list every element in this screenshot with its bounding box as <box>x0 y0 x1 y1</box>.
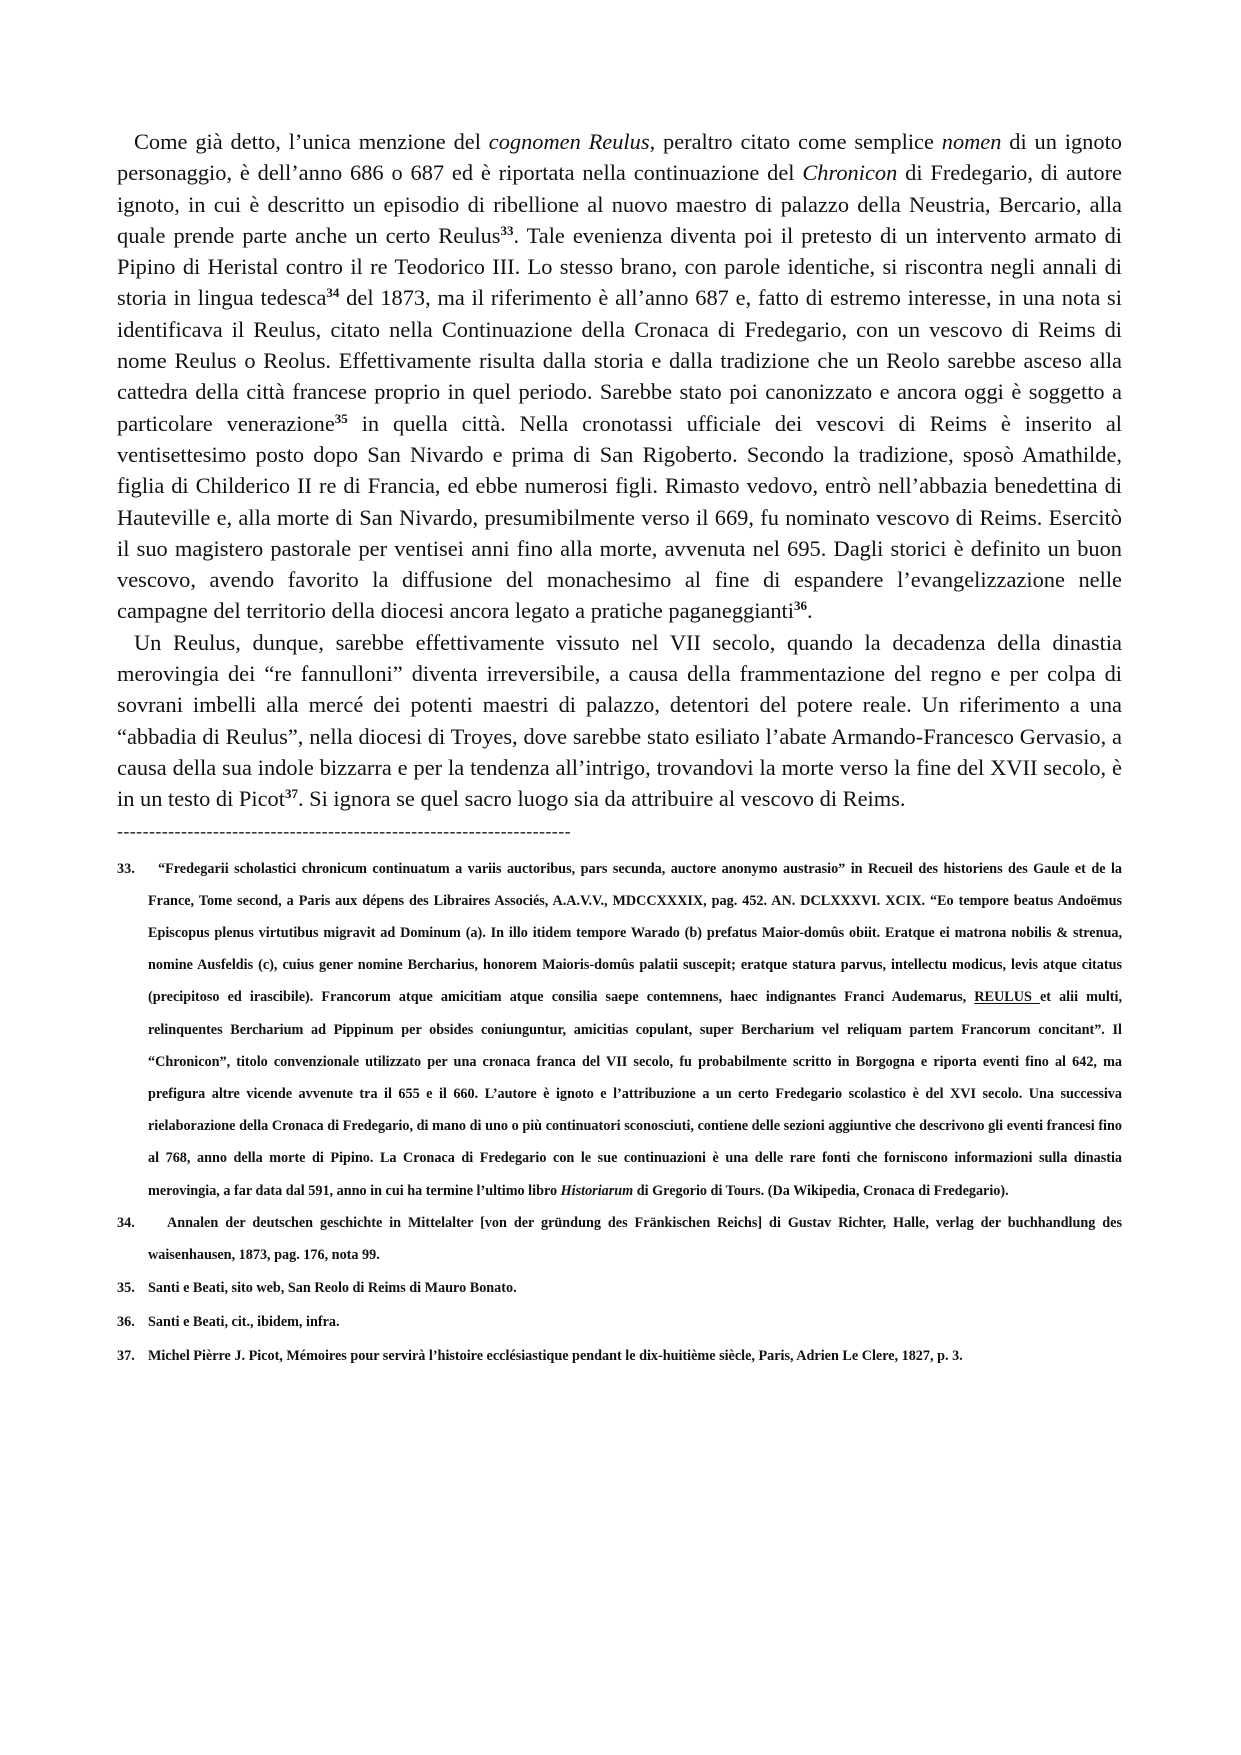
footnote-35 <box>117 1271 1122 1305</box>
footnote-text: “Fredegarii scholastici chronicum continuatum a variis auctoribus, pars secunda, auctore anonymo austrasio” in Recueil des historiens des Gaule et de la France, Tome second, a Paris aux dépens des Libraires Associés, A.A.V.V., MDCCXXXIX, pag. 452. AN. DCLXXXVI. XCIX. “Eo tempore beatus Andoëmus Episcopus plenus virtutibus migravit ad Dominum (a). In illo itidem tempore Warado (b) prefatus Maior-domûs obiit. Eratque ei matrona nobilis & strenua, nomine Ausfeldis (c), cuius gener nomine Bercharius, honorem Maioris-domûs palatii suscepit; eratque statura parvus, intellectu modicus, levis atque citatus (precipitoso ed irascibile). Francorum atque amicitiam atque consilia saepe contemnens, haec indignantes Franci Audemarus, REULUS et alii multi, relinquentes Bercharium ad Pippinum per obsides coniunguntur, amicitias copulant, super Bercharium vel reliquam partem Francorum concitant”. Il “Chronicon”, titolo convenzionale utilizzato per una cronaca franca del VII secolo, fu probabilmente scritto in Borgogna e riporta eventi fino al 642, ma prefigura altre vicende avvenute tra il 655 e il 660. L’autore è ignoto e l’attribuzione a un certo Fredegario scolastico è del XVI secolo. Una successiva rielaborazione della Cronaca di Fredegario, di mano di uno o più continuatori sconosciuti, contiene delle sezioni aggiuntive che descrivono gli eventi francesi fino al 768, anno della morte di Pipino. La Cronaca di Fredegario con le sue continuazioni è una delle rare fonti che forniscono informazioni sulla dinastia merovingia, a far data dal 591, anno in cui ha termine l’ultimo libro Historiarum di Gregorio di Tours. (Da Wikipedia, Cronaca di Fredegario). <box>148 860 1122 1199</box>
footnote-ref: 34 <box>326 285 340 301</box>
footnote-34 <box>117 1207 1122 1271</box>
main-text <box>117 126 1122 815</box>
footnote-ref: 36 <box>794 598 807 614</box>
footnote-ref: 33 <box>500 222 514 238</box>
footnote-33 <box>117 853 1122 1207</box>
paragraph: Un Reulus, dunque, sarebbe effettivamente vissuto nel VII secolo, quando la decadenza della dinastia merovingia dei “re fannulloni” diventa irreversibile, a causa della frammentazione del regno e per colpa di sovrani imbelli alla mercé dei potenti maestri di palazzo, detentori del potere reale. Un riferimento a una “abbadia di Reulus”, nella diocesi di Troyes, dove sarebbe stato esiliato l’abate Armando-Francesco Gervasio, a causa della sua indole bizzarra e per la tendenza all’intrigo, trovandovi la morte verso la fine del XVII secolo, è in un testo di Picot$^{37}$. Si ignora se quel sacro luogo sia da attribuire al vescovo di Reims. <box>117 629 1122 812</box>
footnote-ref: 35 <box>334 410 348 426</box>
footnote-text: Michel Pièrre J. Picot, Mémoires pour servirà l’histoire ecclésiastique pendant le dix-huitième siècle, Paris, Adrien Le Clere, 1827, p. 3. <box>148 1348 963 1365</box>
footnote-37 <box>117 1339 1122 1373</box>
footnote-number: 34. <box>117 1214 135 1231</box>
footnote-text: Santi e Beati, sito web, San Reolo di Reims di Mauro Bonato. <box>148 1280 517 1297</box>
footnote-36 <box>117 1305 1122 1339</box>
footnote-number: 37. <box>117 1348 135 1365</box>
footnotes <box>117 853 1122 1374</box>
footnote-number: 33. <box>117 860 135 877</box>
footnote-ref: 37 <box>284 786 298 802</box>
footnote-text: Annalen der deutschen geschichte in Mittelalter [von der gründung des Fränkischen Reichs] di Gustav Richter, Halle, verlag der buchhandlung des waisenhausen, 1873, pag. 176, nota 99. <box>148 1214 1122 1263</box>
document-page <box>117 126 1122 1373</box>
footnote-text: Santi e Beati, cit., ibidem, infra. <box>148 1314 340 1331</box>
footnote-number: 36. <box>117 1314 135 1331</box>
footnote-separator: ----------------------------------------------------------------------- <box>117 820 571 841</box>
footnote-number: 35. <box>117 1280 135 1297</box>
paragraph: Come già detto, l’unica menzione del cognomen Reulus, peraltro citato come semplice nomen di un ignoto personaggio, è dell’anno 686 o 687 ed è riportata nella continuazione del Chronicon di Fredegario, di autore ignoto, in cui è descritto un episodio di ribellione al nuovo maestro di palazzo della Neustria, Bercario, alla quale prende parte anche un certo Reulus$^{33}$. Tale evenienza diventa poi il pretesto di un intervento armato di Pipino di Heristal contro il re Teodorico III. Lo stesso brano, con parole identiche, si riscontra negli annali di storia in lingua tedesca$^{34}$ del 1873, ma il riferimento è all’anno 687 e, fatto di estremo interesse, in una nota si identificava il Reulus, citato nella Continuazione della Cronaca di Fredegario, con un vescovo di Reims di nome Reulus o Reolus. Effettivamente risulta dalla storia e dalla tradizione che un Reolo sarebbe asceso alla cattedra della città francese proprio in quel periodo. Sarebbe stato poi canonizzato e ancora oggi è soggetto a particolare venerazione$^{35}$ in quella città. Nella cronotassi ufficiale dei vescovi di Reims è inserito al ventisettesimo posto dopo San Nivardo e prima di San Rigoberto. Secondo la tradizione, sposò Amathilde, figlia di Childerico II re di Francia, ed ebbe numerosi figli. Rimasto vedovo, entrò nell’abbazia benedettina di Hauteville e, alla morte di San Nivardo, presumibilmente verso il 669, fu nominato vescovo di Reims. Esercitò il suo magistero pastorale per ventisei anni fino alla morte, avvenuta nel 695. Dagli storici è definito un buon vescovo, avendo favorito la diffusione del monachesimo al fine di espandere l’evangelizzazione nelle campagne del territorio della diocesi ancora legato a pratiche paganeggianti$^{36}$. <box>117 129 1122 624</box>
